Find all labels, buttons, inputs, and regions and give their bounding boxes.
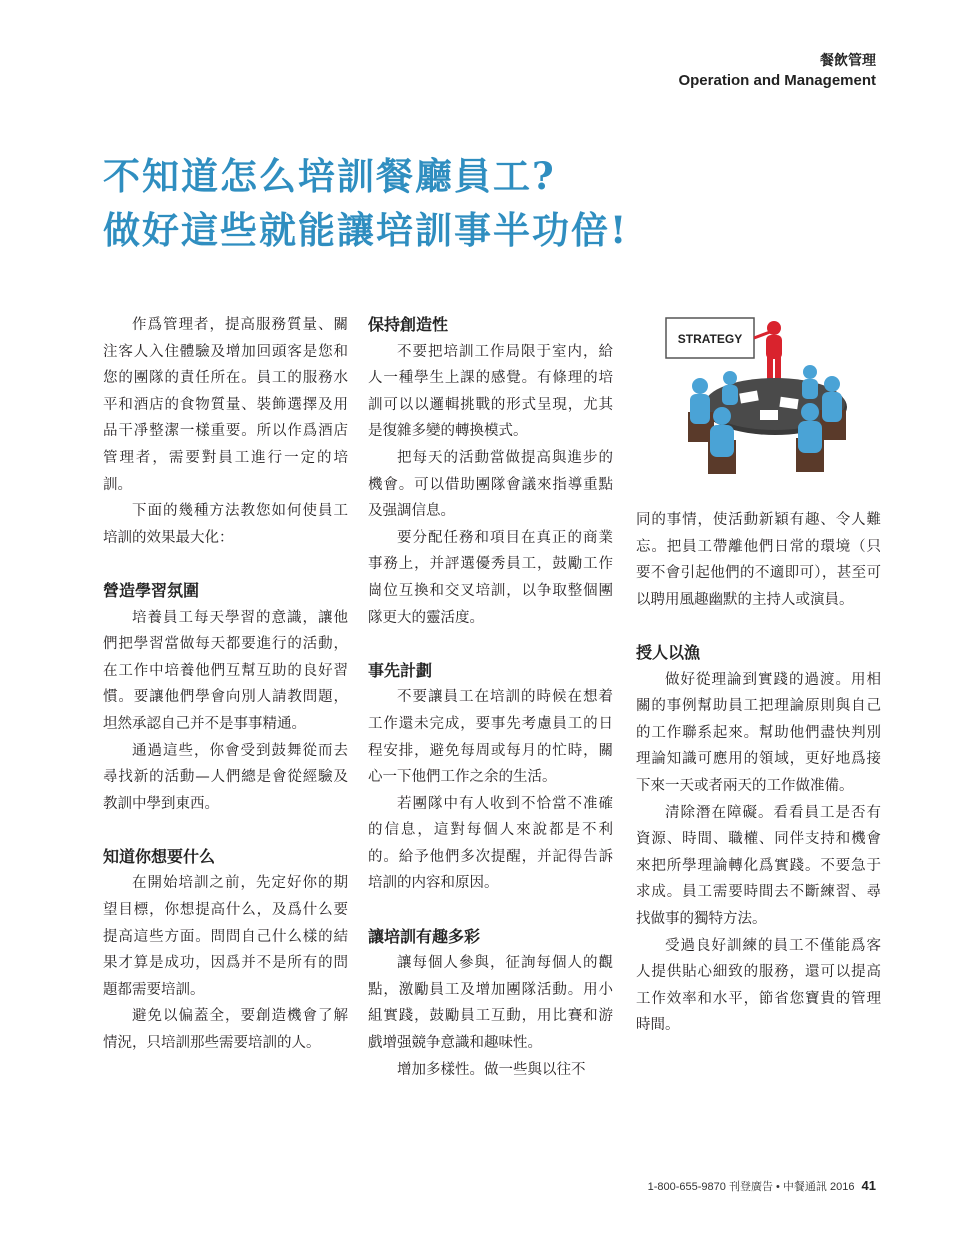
paragraph: 在開始培訓之前，先定好你的期望目標，你想提高什么，及爲什么要提高這些方面。問問自己什么樣的結果才算是成功，因爲并不是所有的問題都需要培訓。 — [103, 875, 348, 998]
article-title-line2: 做好這些就能讓培訓事半功倍! — [103, 208, 629, 252]
section-heading: 授人以漁 — [636, 642, 701, 662]
section-title-en: Operation and Management — [678, 72, 876, 89]
paragraph: 做好從理論到實踐的過渡。用相關的事例幫助員工把理論原則與自己的工作聯系起來。幫助他們盡快判別理論知識可應用的領域，更好地爲接下來一天或者兩天的工作做准備。 — [636, 671, 881, 794]
column-1 — [103, 312, 348, 1057]
paragraph: 把每天的活動當做提高與進步的機會。可以借助團隊會議來指導重點及强調信息。 — [368, 449, 613, 520]
page-footer — [648, 1178, 876, 1194]
column-3 — [636, 507, 881, 1039]
paragraph: 受過良好訓練的員工不僅能爲客人提供貼心細致的服務，還可以提高工作效率和水平，節省您寶貴的管理時間。 — [636, 937, 881, 1034]
page-number: 41 — [861, 1178, 876, 1193]
section-heading: 保持創造性 — [368, 315, 449, 334]
paragraph: 作爲管理者，提高服務質量、關注客人入住體驗及增加回頭客是您和您的團隊的責任所在。員工的服務水平和酒店的食物質量、裝飾選擇及用品干凈整潔一樣重要。所以作爲酒店管理者，需要對員工進行一定的培訓。 — [103, 317, 348, 493]
section-heading: 知道你想要什么 — [103, 846, 216, 866]
paragraph: 通過這些，你會受到鼓舞從而去尋找新的活動—人們總是會從經驗及教訓中學到東西。 — [103, 742, 348, 812]
section-title-zh: 餐飲管理 — [820, 53, 876, 69]
paragraph: 讓每個人參與，征詢每個人的觀點，激勵員工及增加團隊活動。用小組實踐，鼓勵員工互動，用比賽和游戲增强競争意識和趣味性。 — [368, 955, 613, 1052]
paragraph: 下面的幾種方法教您如何使員工培訓的效果最大化： — [103, 503, 348, 546]
section-heading: 事先計劃 — [368, 660, 433, 680]
paragraph: 要分配任務和項目在真正的商業事務上，并評選優秀員工，鼓勵工作崗位互換和交叉培訓，以争取整個團隊更大的靈活度。 — [368, 529, 613, 626]
board-label: STRATEGY — [677, 332, 743, 346]
section-heading: 讓培訓有趣多彩 — [368, 926, 481, 946]
paragraph: 避免以偏蓋全，要創造機會了解情況，只培訓那些需要培訓的人。 — [103, 1008, 348, 1052]
footer-phone: 1-800-655-9870 — [647, 1181, 726, 1193]
article-title-line1: 不知道怎么培訓餐廳員工? — [103, 154, 556, 198]
presenter-figure — [766, 321, 782, 379]
paragraph: 增加多樣性。做一些與以往不 — [397, 1061, 586, 1078]
footer-text: 刊登廣告 • 中餐通訊 2016 — [728, 1181, 855, 1193]
paragraph: 不要讓員工在培訓的時候在想着工作還未完成，要事先考慮員工的日程安排，避免每周或每月的忙時，關心一下他們工作之余的生活。 — [368, 689, 613, 786]
column-2 — [368, 312, 613, 1083]
paragraph: 不要把培訓工作局限于室内，給人一種學生上課的感覺。有條理的培訓可以以邏輯挑戰的形式呈現，尤其是復雜多變的轉換模式。 — [368, 343, 613, 440]
paragraph: 若團隊中有人收到不恰當不准確的信息，這對每個人來說都是不利的。給予他們多次提醒，并記得告訴培訓的内容和原因。 — [368, 795, 613, 892]
section-heading: 營造學習氛圍 — [103, 580, 200, 600]
paragraph: 清除潛在障礙。看看員工是否有資源、時間、職權、同伴支持和機會來把所學理論轉化爲實踐。不要急于求成。員工需要時間去不斷練習、尋找做事的獨特方法。 — [636, 804, 881, 927]
paragraph: 同的事情，使活動新穎有趣、令人難忘。把員工帶離他們日常的環境（只要不會引起他們的不適即可），甚至可以聘用風趣幽默的主持人或演員。 — [636, 512, 881, 608]
paragraph: 培養員工每天學習的意識，讓他們把學習當做每天都要進行的活動，在工作中培養他們互幫互助的良好習慣。要讓他們學會向別人請教問題，坦然承認自己并不是事事精通。 — [103, 609, 348, 732]
strategy-meeting-illustration — [660, 312, 860, 482]
